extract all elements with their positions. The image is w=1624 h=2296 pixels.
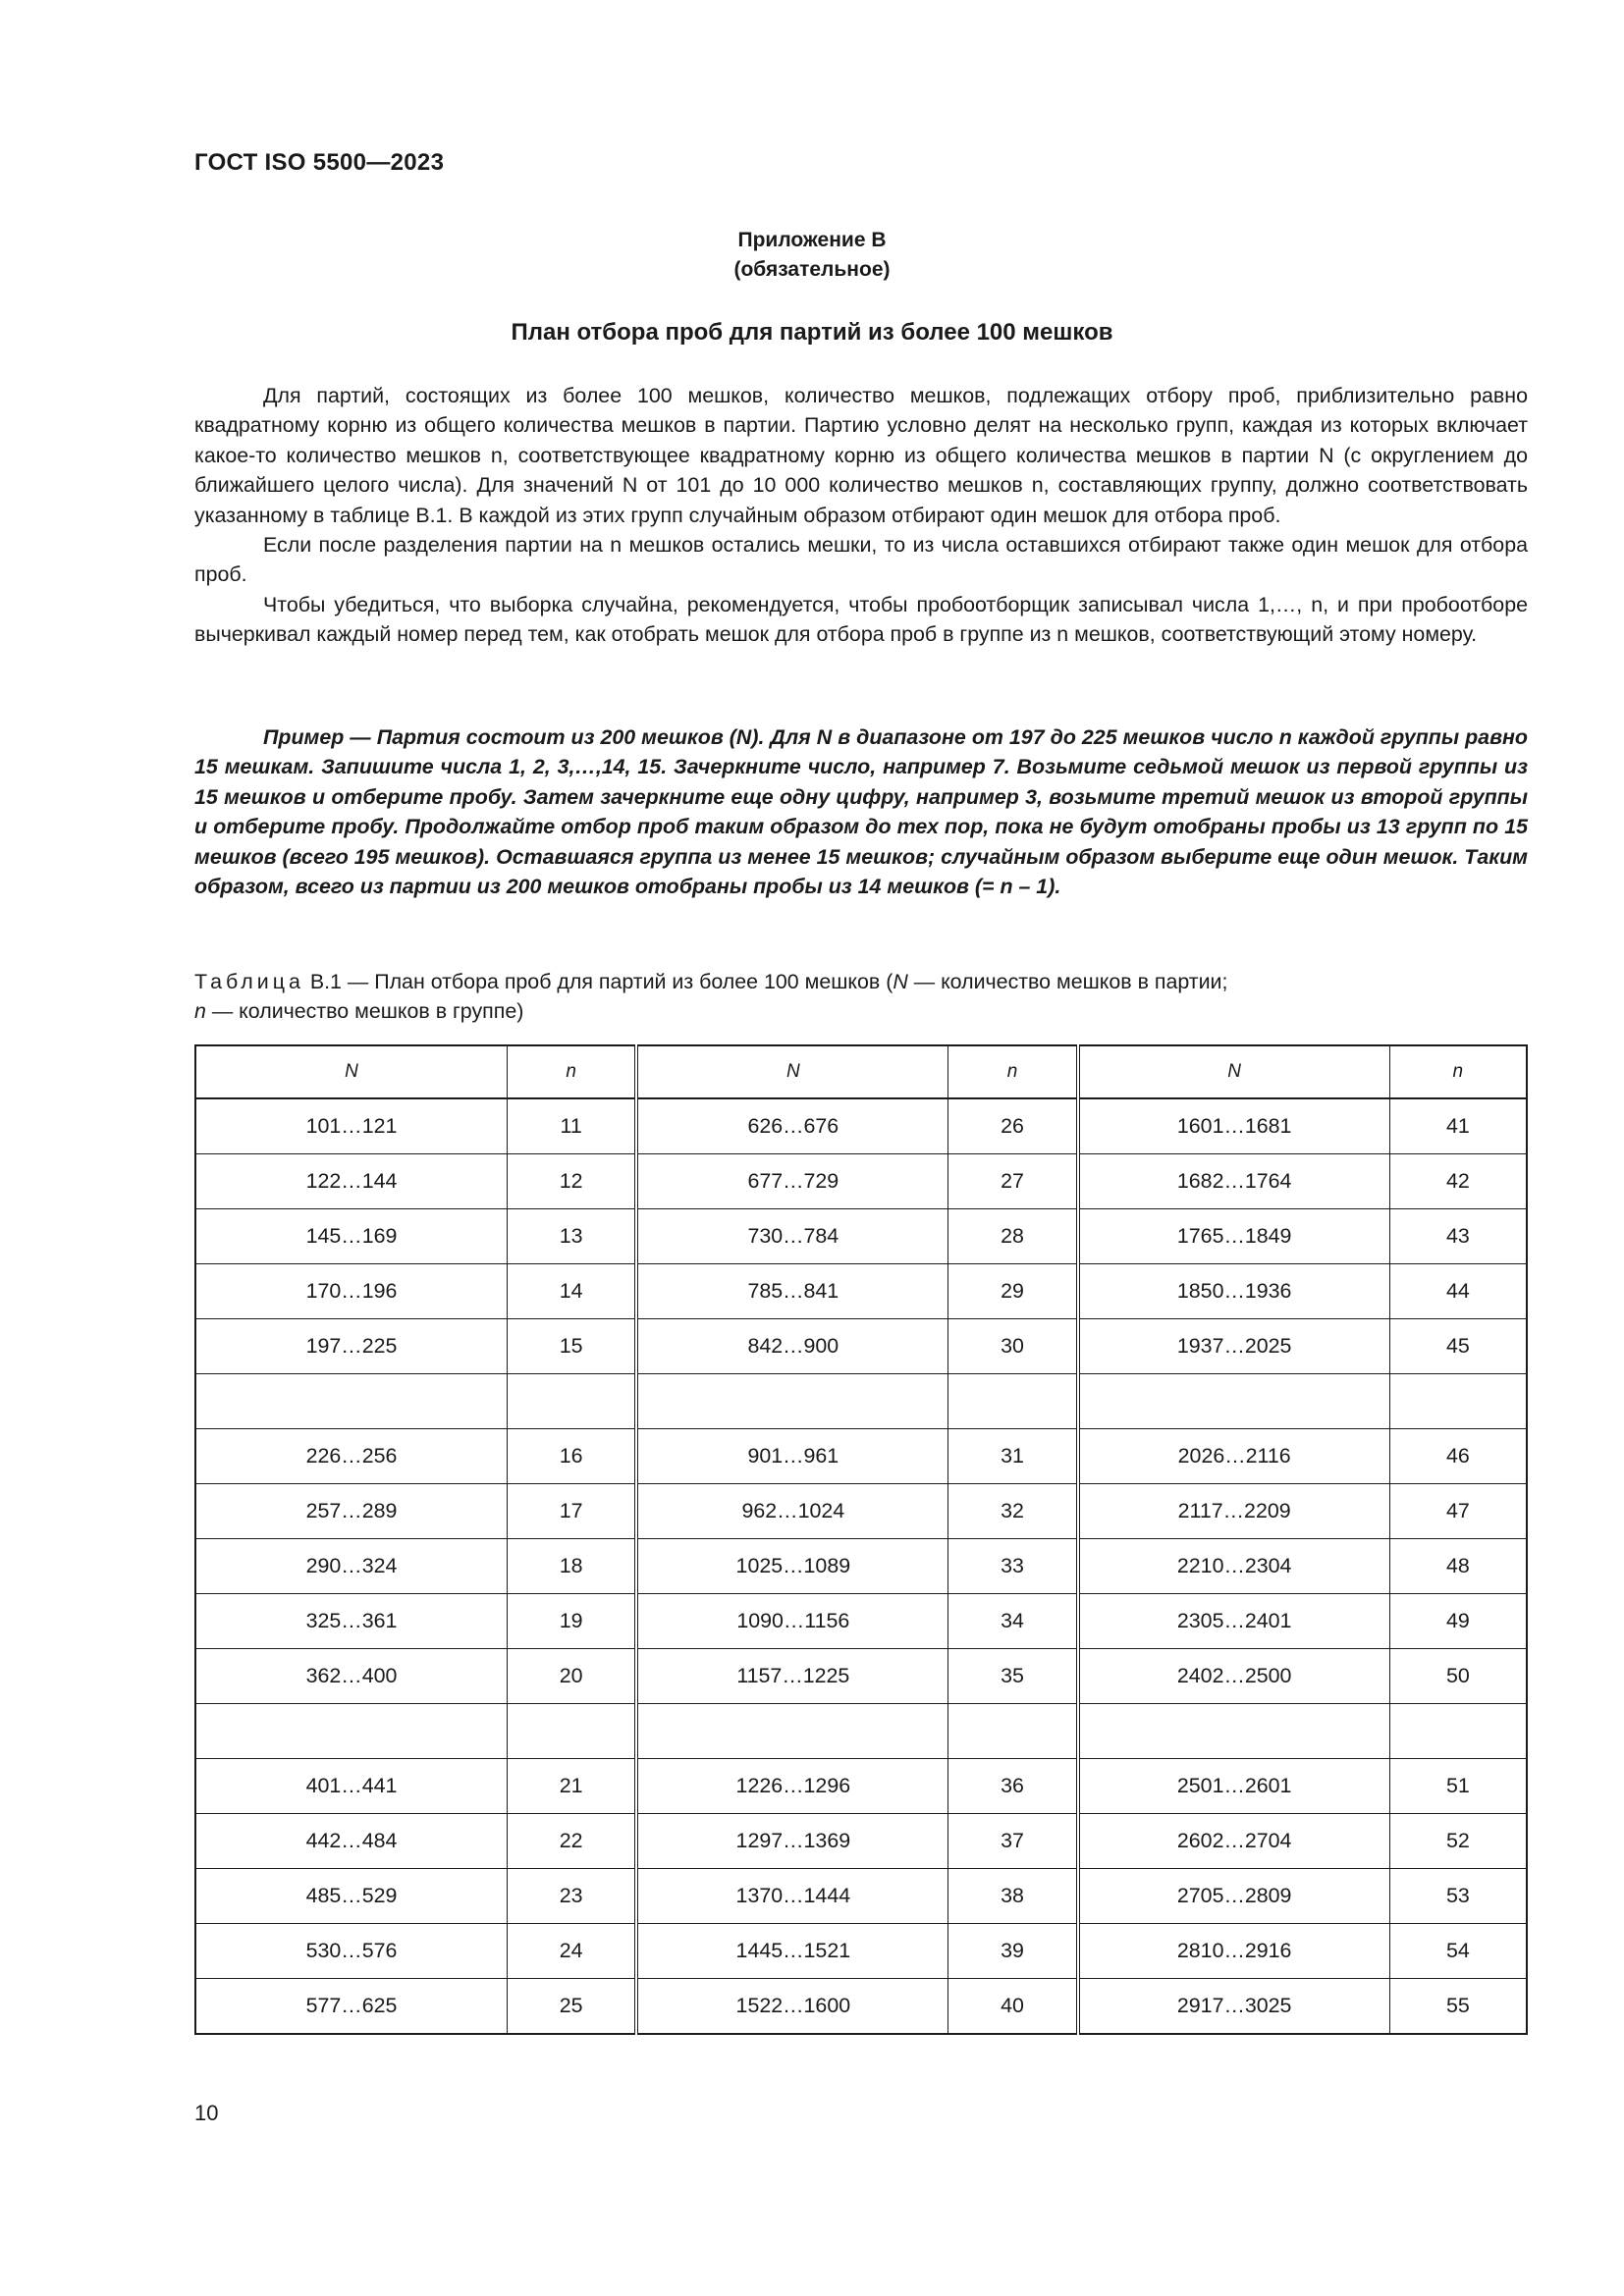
table-row [195, 1649, 1527, 1704]
cell-lot-size: 442…484 [195, 1814, 508, 1869]
table-row [195, 1209, 1527, 1264]
cell-lot-size [636, 1374, 948, 1429]
cell-lot-size: 122…144 [195, 1154, 508, 1209]
table-row [195, 1979, 1527, 2035]
cell-group-size [508, 1374, 637, 1429]
cell-group-size: 42 [1389, 1154, 1527, 1209]
cell-group-size: 28 [948, 1209, 1078, 1264]
cell-group-size: 15 [508, 1319, 637, 1374]
cell-group-size: 43 [1389, 1209, 1527, 1264]
cell-group-size: 50 [1389, 1649, 1527, 1704]
cell-lot-size: 1445…1521 [636, 1924, 948, 1979]
cell-lot-size: 1601…1681 [1078, 1098, 1390, 1154]
cell-lot-size: 1850…1936 [1078, 1264, 1390, 1319]
cell-lot-size: 2210…2304 [1078, 1539, 1390, 1594]
cell-lot-size: 1226…1296 [636, 1759, 948, 1814]
cell-group-size: 30 [948, 1319, 1078, 1374]
paragraph: Чтобы убедиться, что выборка случайна, рекомендуется, чтобы пробоотборщик записывал числа 1,…, n, и при пробоотборе вычеркивал каждый номер перед тем, как отобрать мешок для отбора проб в группе из n мешков, соответствующий этому номеру. [194, 592, 1528, 647]
cell-lot-size: 2402…2500 [1078, 1649, 1390, 1704]
cell-lot-size: 785…841 [636, 1264, 948, 1319]
cell-group-size: 27 [948, 1154, 1078, 1209]
cell-group-size: 45 [1389, 1319, 1527, 1374]
cell-lot-size: 1522…1600 [636, 1979, 948, 2035]
cell-group-size: 35 [948, 1649, 1078, 1704]
cell-lot-size: 2705…2809 [1078, 1869, 1390, 1924]
appendix-heading [0, 226, 1624, 285]
cell-lot-size: 2602…2704 [1078, 1814, 1390, 1869]
cell-lot-size: 1025…1089 [636, 1539, 948, 1594]
cell-lot-size: 362…400 [195, 1649, 508, 1704]
cell-group-size: 31 [948, 1429, 1078, 1484]
cell-lot-size: 2917…3025 [1078, 1979, 1390, 2035]
cell-lot-size: 290…324 [195, 1539, 508, 1594]
cell-lot-size: 101…121 [195, 1098, 508, 1154]
cell-group-size [948, 1374, 1078, 1429]
table-row [195, 1704, 1527, 1759]
caption-label: Таблица [194, 970, 304, 993]
table-row [195, 1924, 1527, 1979]
caption-symbol-N: N [893, 970, 908, 993]
cell-group-size: 23 [508, 1869, 637, 1924]
cell-group-size: 29 [948, 1264, 1078, 1319]
cell-lot-size: 145…169 [195, 1209, 508, 1264]
cell-group-size: 14 [508, 1264, 637, 1319]
cell-group-size: 51 [1389, 1759, 1527, 1814]
cell-lot-size [636, 1704, 948, 1759]
table-row [195, 1814, 1527, 1869]
cell-group-size: 54 [1389, 1924, 1527, 1979]
cell-lot-size: 1682…1764 [1078, 1154, 1390, 1209]
cell-lot-size: 901…961 [636, 1429, 948, 1484]
cell-lot-size [1078, 1374, 1390, 1429]
cell-group-size: 40 [948, 1979, 1078, 2035]
header-n: n [948, 1045, 1078, 1098]
cell-group-size: 52 [1389, 1814, 1527, 1869]
table-row [195, 1374, 1527, 1429]
header-N: N [1078, 1045, 1390, 1098]
cell-group-size: 49 [1389, 1594, 1527, 1649]
table-row [195, 1154, 1527, 1209]
cell-group-size: 53 [1389, 1869, 1527, 1924]
table-row [195, 1759, 1527, 1814]
table-row [195, 1539, 1527, 1594]
cell-group-size: 44 [1389, 1264, 1527, 1319]
cell-lot-size: 2305…2401 [1078, 1594, 1390, 1649]
cell-group-size: 47 [1389, 1484, 1527, 1539]
cell-lot-size: 842…900 [636, 1319, 948, 1374]
cell-lot-size: 677…729 [636, 1154, 948, 1209]
paragraph: Для партий, состоящих из более 100 мешков, количество мешков, подлежащих отбору проб, приблизительно равно квадратному корню из общего количества мешков в партии. Партию условно делят на несколько групп, каждая из которых включает какое-то количество мешков n, соответствующее квадратному корню из общего количества мешков в партии N (с округлением до ближайшего целого числа). Для значений N от 101 до 10 000 количество мешков n, составляющих группу, должно соответствовать указанному в таблице В.1. В каждой из этих групп случайным образом отбирают один мешок для отбора проб. [194, 384, 1528, 527]
cell-lot-size: 1297…1369 [636, 1814, 948, 1869]
cell-lot-size: 1370…1444 [636, 1869, 948, 1924]
table-row [195, 1869, 1527, 1924]
cell-lot-size: 2501…2601 [1078, 1759, 1390, 1814]
cell-lot-size [195, 1374, 508, 1429]
sampling-plan-table [194, 1044, 1528, 2035]
cell-lot-size: 401…441 [195, 1759, 508, 1814]
table-row [195, 1098, 1527, 1154]
caption-text: — количество мешков в группе) [205, 999, 524, 1023]
cell-lot-size: 626…676 [636, 1098, 948, 1154]
table-row [195, 1484, 1527, 1539]
cell-group-size: 55 [1389, 1979, 1527, 2035]
table-row [195, 1429, 1527, 1484]
table-caption [194, 967, 1528, 1026]
body-text [194, 381, 1528, 650]
cell-lot-size: 1090…1156 [636, 1594, 948, 1649]
cell-group-size: 20 [508, 1649, 637, 1704]
cell-group-size: 38 [948, 1869, 1078, 1924]
cell-lot-size: 1157…1225 [636, 1649, 948, 1704]
cell-lot-size: 2026…2116 [1078, 1429, 1390, 1484]
cell-group-size: 21 [508, 1759, 637, 1814]
cell-group-size [508, 1704, 637, 1759]
cell-group-size: 24 [508, 1924, 637, 1979]
header-N: N [195, 1045, 508, 1098]
table-header-row [195, 1045, 1527, 1098]
cell-lot-size: 577…625 [195, 1979, 508, 2035]
example-paragraph: Пример — Партия состоит из 200 мешков (N). Для N в диапазоне от 197 до 225 мешков число n каждой группы равно 15 мешкам. Запишите числа 1, 2, 3,…,14, 15. Зачеркните число, например 7. Возьмите седьмой мешок из первой группы из 15 мешков и отберите пробу. Затем зачеркните еще одну цифру, например 3, возьмите третий мешок из второй группы и отберите пробу. Продолжайте отбор проб таким образом до тех пор, пока не будут отобраны пробы из 13 групп по 15 мешков (всего 195 мешков). Оставшаяся группа из менее 15 мешков; случайным образом выберите еще один мешок. Таким образом, всего из партии из 200 мешков отобраны пробы из 14 мешков (= n – 1). [194, 725, 1528, 899]
cell-group-size: 34 [948, 1594, 1078, 1649]
cell-lot-size [1078, 1704, 1390, 1759]
header-n: n [508, 1045, 637, 1098]
cell-group-size: 32 [948, 1484, 1078, 1539]
cell-group-size: 17 [508, 1484, 637, 1539]
cell-group-size: 48 [1389, 1539, 1527, 1594]
cell-lot-size: 325…361 [195, 1594, 508, 1649]
cell-lot-size: 170…196 [195, 1264, 508, 1319]
cell-group-size: 19 [508, 1594, 637, 1649]
cell-group-size: 33 [948, 1539, 1078, 1594]
cell-group-size: 41 [1389, 1098, 1527, 1154]
caption-text: В.1 — План отбора проб для партий из более 100 мешков ( [303, 970, 893, 993]
cell-lot-size: 730…784 [636, 1209, 948, 1264]
section-title: План отбора проб для партий из более 100 мешков [511, 319, 1113, 346]
table-row [195, 1319, 1527, 1374]
table-row [195, 1594, 1527, 1649]
cell-lot-size: 962…1024 [636, 1484, 948, 1539]
cell-group-size: 37 [948, 1814, 1078, 1869]
cell-lot-size: 226…256 [195, 1429, 508, 1484]
cell-lot-size: 257…289 [195, 1484, 508, 1539]
paragraph: Если после разделения партии на n мешков остались мешки, то из числа оставшихся отбирают также один мешок для отбора проб. [194, 533, 1528, 587]
cell-group-size: 39 [948, 1924, 1078, 1979]
header-N: N [636, 1045, 948, 1098]
cell-lot-size [195, 1704, 508, 1759]
cell-group-size: 26 [948, 1098, 1078, 1154]
appendix-status: (обязательное) [733, 258, 891, 281]
cell-group-size: 18 [508, 1539, 637, 1594]
document-code: ГОСТ ISO 5500—2023 [194, 149, 445, 176]
header-n: n [1389, 1045, 1527, 1098]
cell-lot-size: 2810…2916 [1078, 1924, 1390, 1979]
table-row [195, 1264, 1527, 1319]
cell-group-size: 13 [508, 1209, 637, 1264]
caption-symbol-n: n [194, 999, 206, 1023]
cell-lot-size: 1765…1849 [1078, 1209, 1390, 1264]
cell-lot-size: 2117…2209 [1078, 1484, 1390, 1539]
cell-lot-size: 485…529 [195, 1869, 508, 1924]
cell-group-size: 12 [508, 1154, 637, 1209]
cell-group-size: 11 [508, 1098, 637, 1154]
caption-text: — количество мешков в партии; [907, 970, 1228, 993]
cell-group-size: 16 [508, 1429, 637, 1484]
cell-group-size [948, 1704, 1078, 1759]
cell-group-size [1389, 1704, 1527, 1759]
cell-lot-size: 1937…2025 [1078, 1319, 1390, 1374]
cell-group-size: 46 [1389, 1429, 1527, 1484]
cell-group-size: 22 [508, 1814, 637, 1869]
cell-group-size: 25 [508, 1979, 637, 2035]
page-number: 10 [194, 2101, 219, 2125]
cell-group-size: 36 [948, 1759, 1078, 1814]
cell-lot-size: 197…225 [195, 1319, 508, 1374]
cell-group-size [1389, 1374, 1527, 1429]
appendix-title: Приложение В [737, 229, 887, 251]
cell-lot-size: 530…576 [195, 1924, 508, 1979]
